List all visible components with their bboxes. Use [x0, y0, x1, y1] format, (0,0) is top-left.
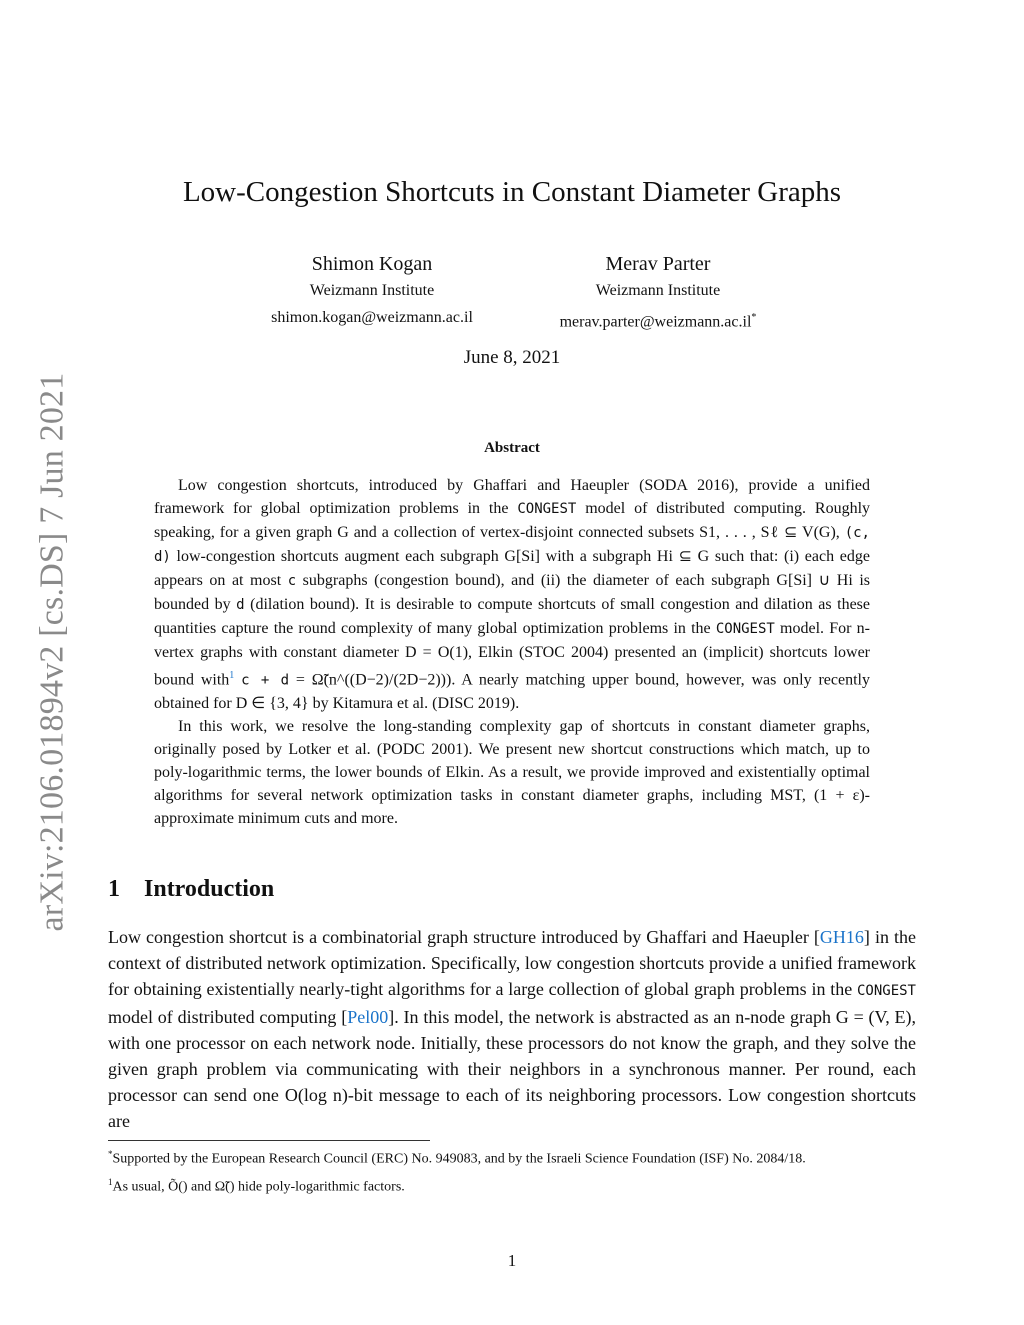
body-text: ] in the context of distributed network optimization. Specifically, low congestion shortcuts provide a unified framework for obtaining existentially nearly-tight algorithms for a large collection of global graph problems in the	[108, 927, 916, 999]
parameter-sum: c + d	[241, 672, 289, 689]
section-title: Introduction	[144, 876, 275, 902]
abstract-text: (dilation bound). It is desirable to compute shortcuts of small congestion and dilation as these quantities capture the round complexity of many global optimization problems in the	[154, 596, 870, 637]
author-email-text: merav.parter@weizmann.ac.il	[559, 313, 752, 331]
page-number: 1	[507, 1251, 517, 1270]
author-email	[498, 307, 818, 333]
congest-term: CONGEST	[517, 501, 577, 517]
abstract-text: model of distributed computing. Roughly speaking, for a given graph G and a collection of vertex-disjoint connected subsets S1, . . . , Sℓ ⊆ V(G),	[154, 500, 871, 541]
citation-link[interactable]: Pel00	[347, 1007, 389, 1027]
author-block	[212, 252, 532, 329]
author-email-text: shimon.kogan@weizmann.ac.il	[271, 309, 473, 326]
dilation-parameter: d	[236, 597, 245, 613]
footnotes	[108, 1144, 916, 1197]
abstract-body	[154, 474, 870, 830]
author-affiliation: Weizmann Institute	[595, 282, 721, 299]
section-heading	[108, 876, 274, 903]
author-affiliation: Weizmann Institute	[309, 282, 435, 299]
footnote-text: As usual, Õ() and Ω̃() hide poly-logarithmic factors.	[112, 1179, 405, 1195]
abstract-text: = Ω̃(n^((D−2)/(2D−2))). A nearly matching upper bound, however, was only recently obtained for D ∈ {3, 4} by Kitamura et al. (DISC 2019).	[154, 671, 870, 713]
author-name: Merav Parter	[605, 253, 711, 275]
footnote-marker: 1	[108, 1176, 113, 1187]
section-number: 1	[108, 876, 120, 902]
footnote-marker: *	[108, 1149, 113, 1159]
abstract-paragraph	[154, 474, 870, 715]
abstract-text: model. For n-vertex graphs with constant diameter D = O(1), Elkin (STOC 2004) presented an (implicit) shortcuts lower bound with	[154, 620, 871, 689]
congest-term: CONGEST	[715, 621, 775, 637]
footnote-text: Supported by the European Research Council (ERC) No. 949083, and by the Israeli Science Foundation (ISF) No. 2084/18.	[112, 1151, 806, 1167]
intro-paragraph	[108, 924, 916, 1134]
parameter-pair: (c, d)	[154, 525, 870, 565]
author-block	[498, 252, 818, 333]
abstract-text: Low congestion shortcuts, introduced by Ghaffari and Haeupler (SODA 2016), provide a unified framework for global optimization problems in the	[154, 477, 870, 517]
footnote	[108, 1172, 916, 1198]
congest-term: CONGEST	[856, 983, 916, 999]
citation-link[interactable]: GH16	[819, 927, 864, 947]
body-text: model of distributed computing [	[108, 1007, 348, 1027]
footnote-link[interactable]: 1	[229, 670, 235, 681]
author-email	[212, 307, 532, 329]
footnote	[108, 1144, 916, 1170]
abstract-paragraph: In this work, we resolve the long-standing complexity gap of shortcuts in constant diameter graphs, originally posed by Lotker et al. (PODC 2001). We present new shortcut constructions which match, up to poly-logarithmic terms, the lower bounds of Elkin. As a result, we provide improved and existentially optimal algorithms for several network optimization tasks in constant diameter graphs, including MST, (1 + ε)-approximate minimum cuts and more.	[154, 718, 870, 828]
footnote-divider	[108, 1140, 430, 1141]
paper-date: June 8, 2021	[463, 347, 561, 368]
congestion-parameter: c	[287, 573, 297, 589]
footnote-marker: *	[751, 312, 757, 323]
body-text: ]. In this model, the network is abstracted as an n-node graph G = (V, E), with one processor on each network node. Initially, these processors do not know the graph, and they solve the given graph problem via communicating with their neighbors in a synchronous manner. Per round, each processor can send one O(log n)-bit message to each of its neighboring processors. Low congestion shortcuts are	[108, 1007, 917, 1131]
abstract-heading: Abstract	[484, 440, 540, 456]
paper-title: Low-Congestion Shortcuts in Constant Diameter Graphs	[182, 176, 842, 208]
arxiv-stamp-text: arXiv:2106.01894v2 [cs.DS] 7 Jun 2021	[33, 372, 71, 932]
body-paragraph	[108, 924, 916, 1134]
abstract-text: low-congestion shortcuts augment each subgraph G[Si] with a subgraph Hi ⊆ G such that: (i) each edge appears on at most	[154, 548, 870, 589]
author-name: Shimon Kogan	[311, 253, 433, 275]
body-text: Low congestion shortcut is a combinatorial graph structure introduced by Ghaffari and Haeupler [	[108, 927, 820, 947]
abstract-text: subgraphs (congestion bound), and (ii) the diameter of each subgraph G[Si] ∪ Hi is bounded by	[154, 572, 870, 613]
